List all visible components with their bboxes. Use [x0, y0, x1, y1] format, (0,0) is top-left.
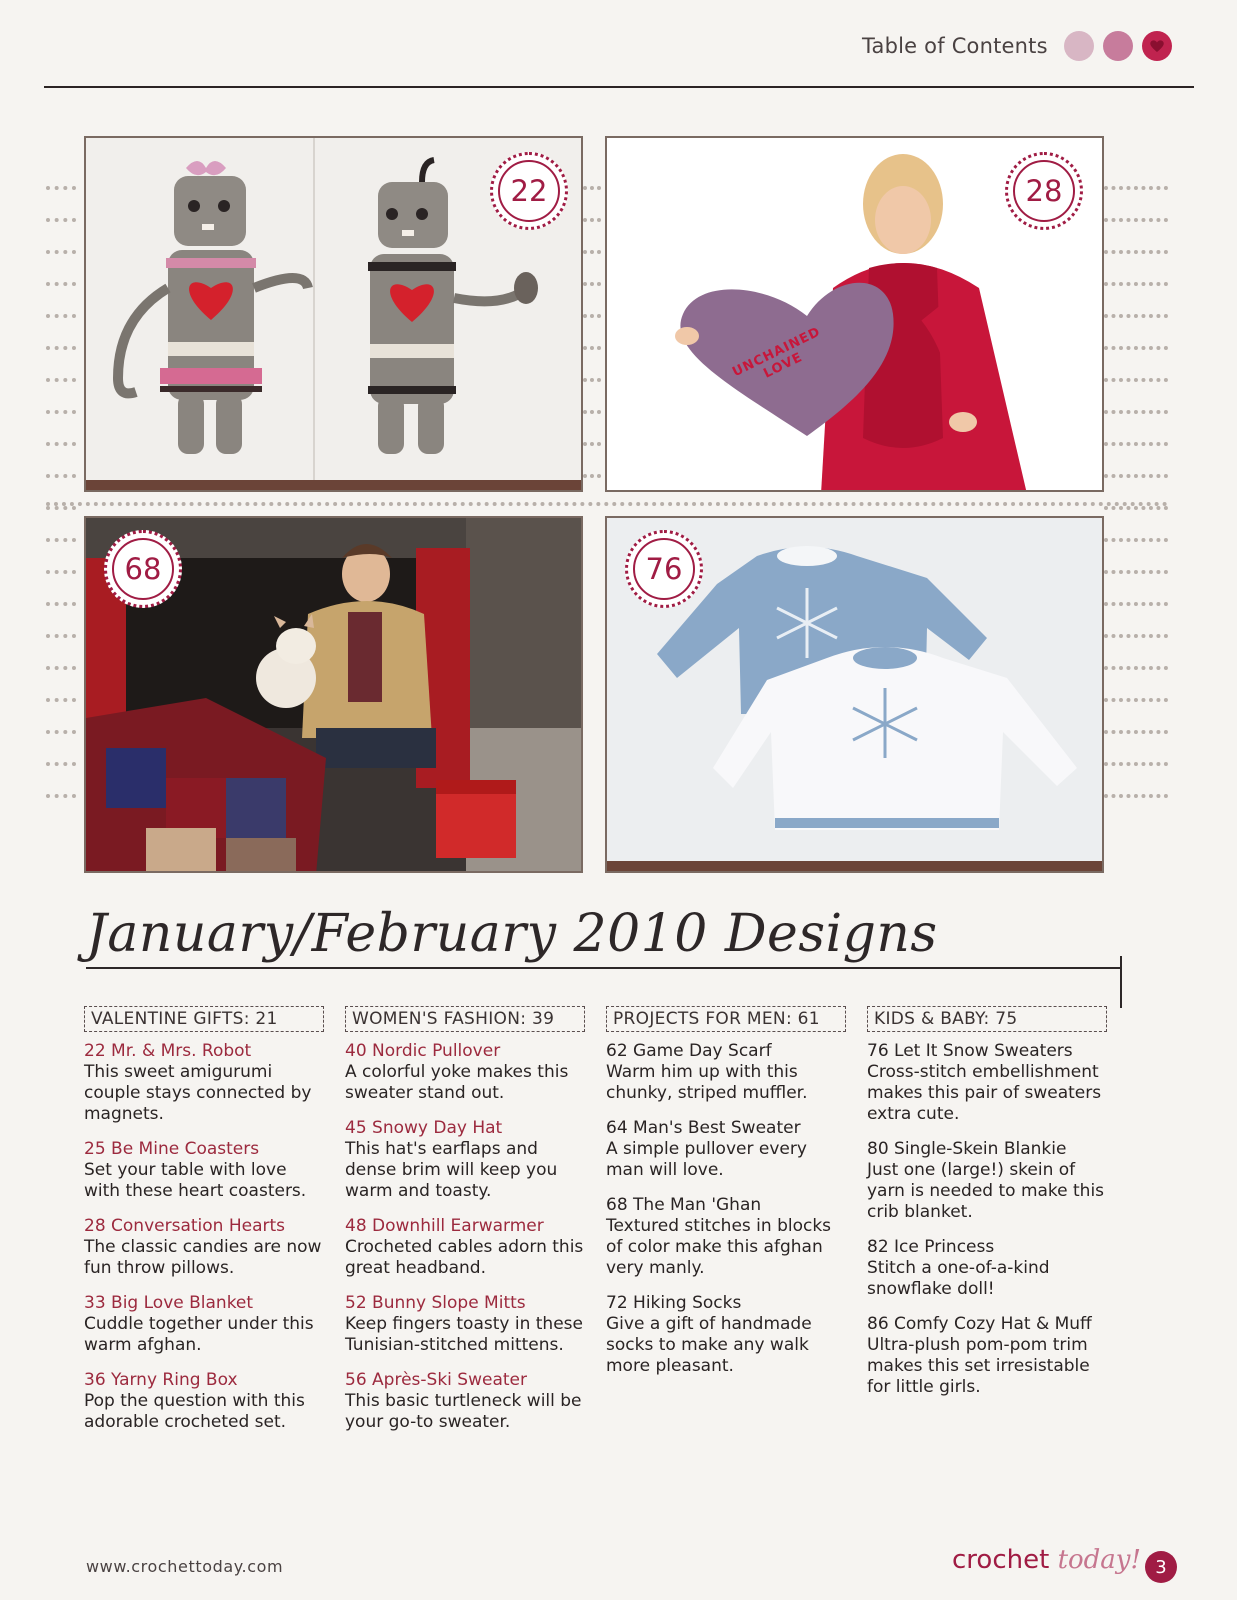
page-badge-number: 28	[1013, 160, 1075, 222]
page-badge-22	[490, 152, 568, 230]
dotted-divider	[46, 502, 1168, 506]
item-title: 33 Big Love Blanket	[84, 1293, 254, 1313]
item-description: Set your table with love with these heart coasters.	[84, 1160, 307, 1201]
list-item	[345, 1370, 585, 1433]
page-badge-number: 76	[633, 538, 695, 600]
column-projects-for-men	[606, 1006, 846, 1391]
column-womens-fashion	[345, 1006, 585, 1447]
heart-dot-icon	[1142, 31, 1172, 61]
item-title: 52 Bunny Slope Mitts	[345, 1293, 526, 1313]
list-item	[867, 1237, 1107, 1300]
photo-man-ghan	[84, 516, 583, 873]
item-title: 56 Après-Ski Sweater	[345, 1370, 527, 1390]
item-description: Pop the question with this adorable crocheted set.	[84, 1391, 305, 1432]
section-title: Table of Contents	[862, 34, 1048, 58]
list-item	[606, 1293, 846, 1377]
item-title: 82 Ice Princess	[867, 1237, 995, 1257]
photo-base-strip	[607, 861, 1102, 871]
photo-base-strip	[86, 480, 581, 490]
item-description: This hat's earflaps and dense brim will keep you warm and toasty.	[345, 1139, 558, 1201]
dotted-decoration-left	[46, 186, 76, 826]
item-title: 80 Single-Skein Blankie	[867, 1139, 1067, 1159]
list-item	[345, 1118, 585, 1202]
list-item	[345, 1293, 585, 1356]
item-title: 62 Game Day Scarf	[606, 1041, 772, 1061]
light-pink-dot-icon	[1064, 31, 1094, 61]
heart-pillow-text: UNCHAINED LOVE	[730, 324, 824, 382]
item-title: 48 Downhill Earwarmer	[345, 1216, 544, 1236]
pink-dot-icon	[1103, 31, 1133, 61]
list-item	[606, 1195, 846, 1279]
brand-logo	[952, 1545, 1141, 1575]
item-description: A simple pullover every man will love.	[606, 1139, 807, 1180]
designs-heading-rule	[86, 967, 1122, 969]
item-description: Give a gift of handmade socks to make any walk more pleasant.	[606, 1314, 812, 1376]
item-title: 25 Be Mine Coasters	[84, 1139, 260, 1159]
list-item	[84, 1216, 324, 1279]
list-item	[84, 1041, 324, 1125]
dotted-decoration-middle	[583, 186, 601, 506]
item-title: 36 Yarny Ring Box	[84, 1370, 238, 1390]
header-divider	[44, 86, 1194, 88]
page-badge-number: 22	[498, 160, 560, 222]
list-item	[84, 1370, 324, 1433]
item-title: 72 Hiking Socks	[606, 1293, 742, 1313]
category-label: KIDS & BABY: 75	[867, 1006, 1107, 1032]
item-title: 68 The Man 'Ghan	[606, 1195, 762, 1215]
list-item	[345, 1216, 585, 1279]
item-title: 22 Mr. & Mrs. Robot	[84, 1041, 252, 1061]
item-title: 28 Conversation Hearts	[84, 1216, 286, 1236]
list-item	[867, 1041, 1107, 1125]
item-description: Keep fingers toasty in these Tunisian-stitched mittens.	[345, 1314, 583, 1355]
item-title: 86 Comfy Cozy Hat & Muff	[867, 1314, 1092, 1334]
dotted-decoration-right	[1104, 186, 1168, 826]
item-description: The classic candies are now fun throw pillows.	[84, 1237, 322, 1278]
list-item	[606, 1118, 846, 1181]
list-item	[867, 1314, 1107, 1398]
designs-heading: January/February 2010 Designs	[86, 904, 938, 964]
column-kids-baby	[867, 1006, 1107, 1412]
item-title: 64 Man's Best Sweater	[606, 1118, 801, 1138]
list-item	[84, 1139, 324, 1202]
item-description: Crocheted cables adorn this great headband.	[345, 1237, 584, 1278]
item-description: Stitch a one-of-a-kind snowflake doll!	[867, 1258, 1050, 1299]
page-number: 3	[1145, 1551, 1177, 1583]
item-title: 40 Nordic Pullover	[345, 1041, 501, 1061]
category-label: VALENTINE GIFTS: 21	[84, 1006, 324, 1032]
item-title: 45 Snowy Day Hat	[345, 1118, 503, 1138]
list-item	[345, 1041, 585, 1104]
page-badge-28	[1005, 152, 1083, 230]
item-description: Ultra-plush pom-pom trim makes this set irresistable for little girls.	[867, 1335, 1090, 1397]
page-badge-number: 68	[112, 538, 174, 600]
photo-robot-couple	[84, 136, 583, 492]
item-description: Just one (large!) skein of yarn is needed to make this crib blanket.	[867, 1160, 1105, 1222]
list-item	[867, 1139, 1107, 1223]
page-badge-76	[625, 530, 703, 608]
item-description: This sweet amigurumi couple stays connected by magnets.	[84, 1062, 312, 1124]
item-title: 76 Let It Snow Sweaters	[867, 1041, 1073, 1061]
column-valentine-gifts	[84, 1006, 324, 1447]
website-url[interactable]: www.crochettoday.com	[86, 1557, 284, 1576]
item-description: Cuddle together under this warm afghan.	[84, 1314, 314, 1355]
list-item	[84, 1293, 324, 1356]
list-item	[606, 1041, 846, 1104]
brand-logo-part: crochet	[952, 1545, 1050, 1575]
category-label: PROJECTS FOR MEN: 61	[606, 1006, 846, 1032]
page-badge-68	[104, 530, 182, 608]
photo-snow-sweaters	[605, 516, 1104, 873]
designs-heading-tick	[1120, 956, 1122, 1008]
category-label: WOMEN'S FASHION: 39	[345, 1006, 585, 1032]
item-description: This basic turtleneck will be your go-to sweater.	[345, 1391, 582, 1432]
brand-logo-script: today!	[1057, 1545, 1141, 1575]
photo-conversation-heart	[605, 136, 1104, 492]
item-description: Warm him up with this chunky, striped muffler.	[606, 1062, 808, 1103]
item-description: A colorful yoke makes this sweater stand out.	[345, 1062, 569, 1103]
item-description: Textured stitches in blocks of color make this afghan very manly.	[606, 1216, 832, 1278]
item-description: Cross-stitch embellishment makes this pair of sweaters extra cute.	[867, 1062, 1102, 1124]
